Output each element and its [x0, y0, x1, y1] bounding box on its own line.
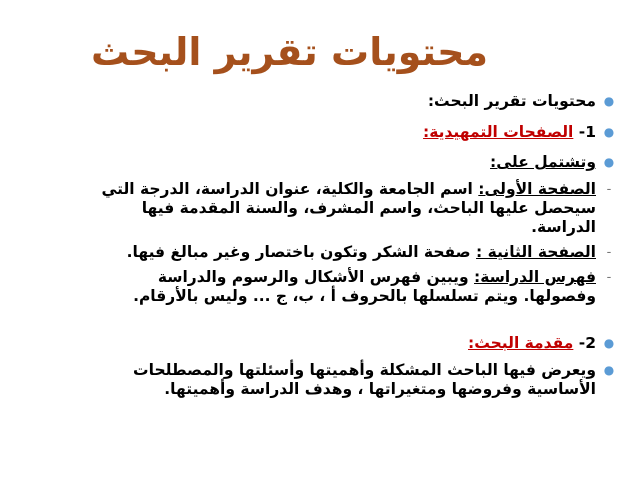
bullet-number: 1- — [578, 123, 596, 141]
bullet-introduction-text — [116, 361, 616, 399]
dash-text-line-1: ويبين فهرس الأشكال والرسوم والدراسة — [157, 268, 469, 286]
dash-icon: - — [606, 245, 612, 260]
dash-text: صفحة الشكر وتكون باختصار وغير مبالغ فيها. — [126, 243, 471, 261]
bullet-dot-icon: ● — [603, 125, 615, 139]
bullet-number: 2- — [578, 334, 596, 352]
dash-text-line-2: سيحصل عليها الباحث، واسم المشرف، والسنة المقدمة فيها — [141, 199, 596, 217]
dash-text-line-2: وفصولها. ويتم تسلسلها بالحروف أ ، ب، ج ... وليس بالأرقام. — [133, 287, 596, 305]
bullet-preliminary-pages — [116, 123, 616, 142]
bullet-introduction — [116, 334, 616, 353]
slide-title: محتويات تقرير البحث — [90, 30, 488, 74]
bullet-text: وتشتمل على: — [490, 153, 596, 171]
bullet-dot-icon: ● — [603, 94, 615, 108]
bullet-text: محتويات تقرير البحث: — [427, 92, 596, 110]
dash-label: الصفحة الثانية : — [476, 243, 596, 261]
bullet-heading: مقدمة البحث: — [468, 334, 574, 352]
dash-second-page — [116, 243, 616, 262]
bullet-contents — [116, 92, 616, 111]
dash-text-line-3: الدراسة. — [531, 218, 596, 236]
bullet-heading: الصفحات التمهيدية: — [423, 123, 574, 141]
dash-icon: - — [606, 182, 612, 197]
slide-content — [101, 92, 616, 399]
bullet-text-line-1: ويعرض فيها الباحث المشكلة وأهميتها وأسئلتها والمصطلحات — [133, 361, 596, 379]
dash-study-index — [116, 268, 616, 306]
dash-first-page — [101, 180, 616, 237]
dash-icon: - — [606, 270, 612, 285]
bullet-dot-icon: ● — [603, 155, 615, 169]
dash-text-line-1: اسم الجامعة والكلية، عنوان الدراسة، الدرجة التي — [101, 180, 473, 198]
dash-label: الصفحة الأولى: — [478, 180, 596, 198]
bullet-includes — [116, 153, 616, 172]
dash-label: فهرس الدراسة: — [474, 268, 596, 286]
bullet-dot-icon: ● — [603, 363, 615, 377]
bullet-text-line-2: الأساسية وفروضها ومتغيراتها ، وهدف الدراسة وأهميتها. — [164, 380, 596, 398]
bullet-dot-icon: ● — [603, 336, 615, 350]
